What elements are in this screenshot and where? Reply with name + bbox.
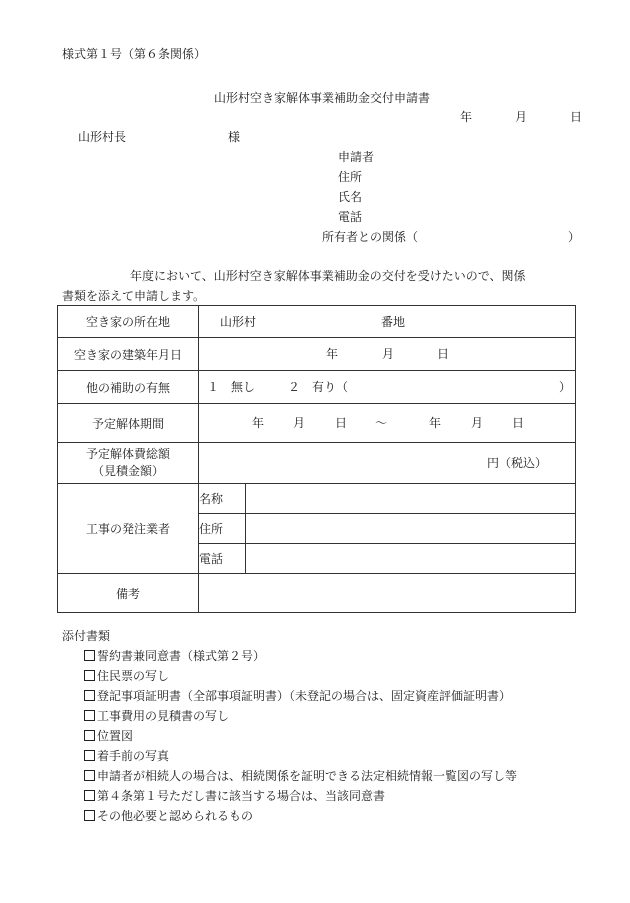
checkbox-icon[interactable] [84, 730, 95, 741]
location-banchi: 番地 [381, 315, 406, 329]
date-day: 日 [570, 110, 583, 124]
row-contractor-name [58, 484, 576, 514]
location-field[interactable] [199, 306, 576, 338]
date-month: 月 [515, 110, 528, 124]
attachment-item[interactable]: 位置図 [84, 730, 133, 742]
form-number: 様式第１号（第６条関係） [62, 47, 207, 61]
attachment-item[interactable]: 申請者が相続人の場合は、相続関係を証明できる法定相続情報一覧図の写し等 [84, 770, 517, 782]
contractor-address-field[interactable] [246, 514, 576, 544]
built-year: 年 [326, 347, 339, 361]
attachment-item[interactable]: その他必要と認められるもの [84, 810, 253, 822]
built-day: 日 [437, 347, 450, 361]
contractor-address-label: 住所 [199, 514, 246, 544]
addressee-name: 山形村長 [78, 130, 127, 144]
contractor-name-label: 名称 [199, 484, 246, 514]
built-label: 空き家の建築年月日 [58, 338, 199, 371]
period-start-year: 年 [252, 416, 265, 430]
other-subsidy-label: 他の補助の有無 [58, 371, 199, 404]
attachment-item[interactable]: 工事費用の見積書の写し [84, 710, 229, 722]
checkbox-icon[interactable] [84, 710, 95, 721]
cost-unit: 円（税込） [487, 456, 548, 470]
row-remarks [58, 574, 576, 613]
applicant-relation-close: ） [568, 230, 581, 244]
checkbox-icon[interactable] [84, 790, 95, 801]
cost-label-line1: 予定解体費総額 [85, 447, 170, 462]
period-end-month: 月 [471, 416, 484, 430]
applicant-heading: 申請者 [338, 150, 375, 164]
checkbox-icon[interactable] [84, 690, 95, 701]
period-start-day: 日 [335, 416, 348, 430]
row-other-subsidy [58, 371, 576, 404]
period-field[interactable] [199, 404, 576, 443]
intro-line-1: 年度において、山形村空き家解体事業補助金の交付を受けたいので、関係 [130, 269, 526, 283]
applicant-address-label: 住所 [338, 170, 363, 184]
location-village: 山形村 [220, 315, 257, 329]
remarks-field[interactable] [199, 574, 576, 613]
checkbox-icon[interactable] [84, 810, 95, 821]
cost-label-line2: （見積金額） [91, 464, 164, 478]
checkbox-icon[interactable] [84, 770, 95, 781]
row-location [58, 306, 576, 338]
location-label: 空き家の所在地 [58, 306, 199, 338]
period-end-year: 年 [429, 416, 442, 430]
checkbox-icon[interactable] [84, 750, 95, 761]
intro-line-2: 書類を添えて申請します。 [62, 289, 206, 303]
built-month: 月 [382, 347, 395, 361]
attachment-item[interactable]: 登記事項証明書（全部事項証明書）（未登記の場合は、固定資産評価証明書） [84, 690, 511, 702]
other-subsidy-field[interactable] [199, 371, 576, 404]
date-year: 年 [460, 110, 473, 124]
contractor-name-field[interactable] [246, 484, 576, 514]
period-start-month: 月 [293, 416, 306, 430]
checkbox-icon[interactable] [84, 670, 95, 681]
attachment-item[interactable]: 第４条第１号ただし書に該当する場合は、当該同意書 [84, 790, 385, 802]
period-label: 予定解体期間 [58, 404, 199, 443]
period-tilde: ～ [375, 416, 388, 430]
cost-field[interactable] [199, 443, 576, 484]
applicant-relation-label: 所有者との関係（ [322, 230, 419, 244]
other-subsidy-option-none[interactable]: １ 無し [207, 380, 256, 394]
application-table [57, 305, 576, 613]
row-period [58, 404, 576, 443]
checkbox-icon[interactable] [84, 650, 95, 661]
other-subsidy-close: ） [559, 380, 572, 394]
attachments-heading: 添付書類 [62, 629, 111, 643]
period-end-day: 日 [512, 416, 525, 430]
row-cost [58, 443, 576, 484]
applicant-name-label: 氏名 [338, 190, 363, 204]
addressee-honorific: 様 [228, 130, 241, 144]
attachment-item[interactable]: 着手前の写真 [84, 750, 169, 762]
cost-label [58, 443, 199, 484]
attachment-item[interactable]: 誓約書兼同意書（様式第２号） [84, 650, 265, 662]
applicant-phone-label: 電話 [338, 210, 363, 224]
contractor-phone-field[interactable] [246, 544, 576, 574]
form-title: 山形村空き家解体事業補助金交付申請書 [213, 91, 431, 105]
built-field[interactable] [199, 338, 576, 371]
contractor-phone-label: 電話 [199, 544, 246, 574]
attachment-item[interactable]: 住民票の写し [84, 670, 169, 682]
row-built [58, 338, 576, 371]
other-subsidy-option-yes[interactable]: ２ 有り（ [288, 380, 349, 394]
remarks-label: 備考 [58, 574, 199, 613]
contractor-label: 工事の発注業者 [58, 484, 199, 574]
